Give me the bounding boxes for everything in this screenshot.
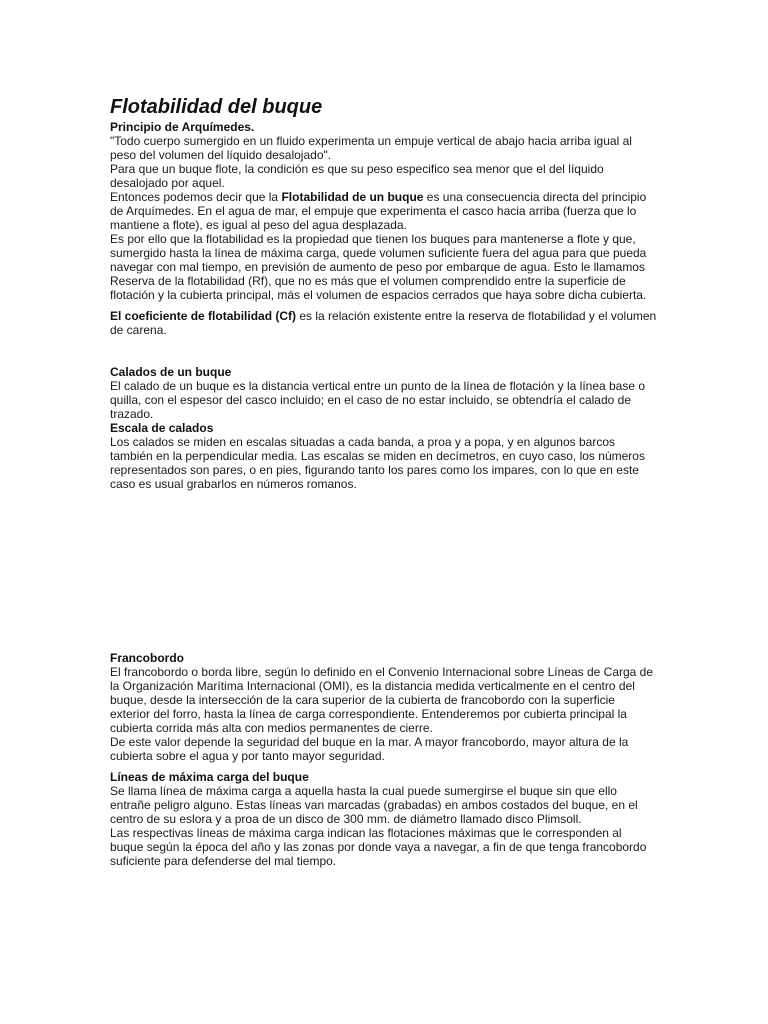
paragraph-calados: El calado de un buque es la distancia vertical entre un punto de la línea de flotación y la línea base o quilla, con el espesor del casco incluido; en el caso de no estar incluido, se obtendría el calado de trazado. [110, 379, 646, 421]
entonces-bold: Flotabilidad de un buque [281, 190, 424, 204]
paragraph-flote: Para que un buque flote, la condición es que su peso especifico sea menor que el del líquido desalojado por aquel. [110, 162, 604, 190]
heading-francobordo: Francobordo [110, 651, 184, 665]
paragraph-coeficiente [110, 309, 658, 337]
heading-calados: Calados de un buque [110, 365, 232, 379]
document-title: Flotabilidad del buque [110, 96, 323, 118]
heading-escala: Escala de calados [110, 421, 214, 435]
section-lineas [110, 770, 658, 868]
paragraph-lineas-2: Las respectivas líneas de máxima carga indican las flotaciones máximas que le corresponden al buque según la época del año y las zonas por donde vaya a navegar, a fin de que tenga francobordo suficiente para defenderse del mal tiempo. [110, 826, 647, 868]
entonces-post: es una consecuencia directa del principio de Arquímedes. En el agua de mar, el empuje que experimenta el casco hacia arriba (fuerza que lo mantiene a flote), es igual al peso del agua desplazada. [110, 190, 647, 232]
paragraph-quote: "Todo cuerpo sumergido en un fluido experimenta un empuje vertical de abajo hacia arriba igual al peso del volumen del líquido desalojado". [110, 134, 632, 162]
document-page [110, 95, 658, 868]
spacer [110, 302, 658, 309]
section-escala [110, 421, 658, 491]
entonces-pre: Entonces podemos decir que la [110, 190, 282, 204]
heading-lineas: Líneas de máxima carga del buque [110, 770, 309, 784]
section-francobordo [110, 651, 658, 763]
section-coeficiente [110, 309, 658, 337]
paragraph-lineas-1: Se llama línea de máxima carga a aquella hasta la cual puede sumergirse el buque sin que ello entrañe peligro alguno. Estas líneas van marcadas (grabadas) en ambos costados del buque, en el centro de su eslora y a proa de un disco de 300 mm. de diámetro llamado disco Plimsoll. [110, 784, 638, 826]
paragraph-francobordo-1: El francobordo o borda libre, según lo definido en el Convenio Internacional sobre Líneas de Carga de la Organización Marítima Internacional (OMI), es la distancia medida verticalmente en el centro del buque, desde la intersección de la cara superior de la cubierta de francobordo con la superficie exterior del forro, hasta la línea de carga correspondiente. Entenderemos por cubierta principal la cubierta corrida más alta con medios permanentes de cierre. [110, 665, 654, 735]
coeficiente-bold: El coeficiente de flotabilidad (Cf) [110, 309, 297, 323]
paragraph-reserva: Es por ello que la flotabilidad es la propiedad que tienen los buques para mantenerse a flote y que, sumergido hasta la línea de máxima carga, quede volumen suficiente fuera del agua para que pueda navegar con mal tiempo, en previsión de aumento de peso por embarque de agua. Esto le llamamos Reserva de la flotabilidad (Rf), que no es más que el volumen comprendido entre la superficie de flotación y la cubierta principal, más el volumen de espacios cerrados que haya sobre dicha cubierta. [110, 232, 647, 302]
coeficiente-text: es la relación existente entre la reserva de flotabilidad y el volumen de carena. [110, 309, 657, 337]
spacer [110, 491, 658, 651]
section-calados [110, 365, 658, 421]
section-arquimedes [110, 120, 658, 302]
paragraph-entonces [110, 190, 658, 232]
spacer [110, 337, 658, 365]
paragraph-francobordo-2: De este valor depende la seguridad del buque en la mar. A mayor francobordo, mayor altura de la cubierta sobre el agua y por tanto mayor seguridad. [110, 735, 629, 763]
paragraph-escala: Los calados se miden en escalas situadas a cada banda, a proa y a popa, y en algunos barcos también en la perpendicular media. Las escalas se miden en decímetros, en cuyo caso, los números representados son pares, o en pies, figurando tanto los pares como los impares, con lo que en este caso es usual grabarlos en números romanos. [110, 435, 645, 491]
spacer [110, 763, 658, 770]
heading-arquimedes: Principio de Arquímedes. [110, 120, 255, 134]
